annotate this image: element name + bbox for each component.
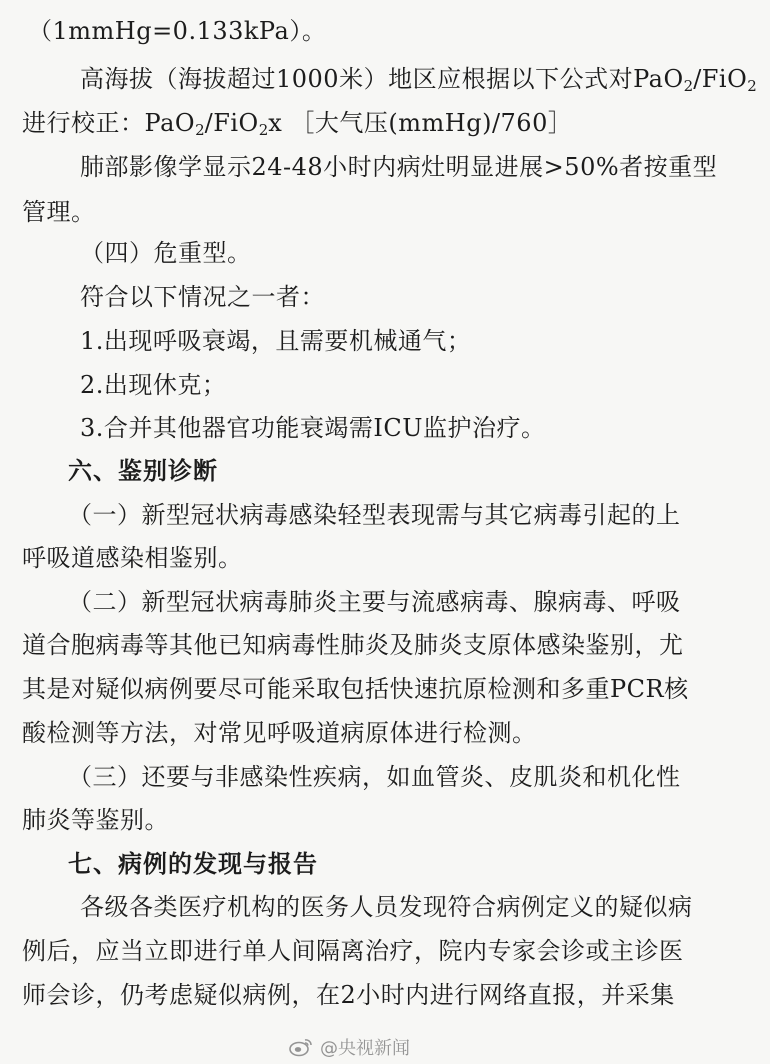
section-heading: 七、病例的发现与报告 [68,850,318,878]
text-line: 呼吸道感染相鉴别。 [22,544,243,572]
watermark [288,1034,410,1060]
text-line: 管理。 [22,198,96,226]
text-line: 其是对疑似病例要尽可能采取包括快速抗原检测和多重PCR核 [22,675,689,703]
text-line: （一）新型冠状病毒感染轻型表现需与其它病毒引起的上 [68,501,681,529]
text-line: 进行校正：PaO$_2$/FiO$_2$x ［大气压(mmHg)/760］ [22,109,573,139]
list-item: 1.出现呼吸衰竭，且需要机械通气； [80,327,472,355]
weibo-icon [288,1037,314,1057]
text-line: （1mmHg=0.133kPa）。 [28,17,327,45]
section-heading: 六、鉴别诊断 [68,457,218,485]
text-line: （二）新型冠状病毒肺炎主要与流感病毒、腺病毒、呼吸 [68,588,681,616]
watermark-text: @央视新闻 [320,1038,410,1059]
text-line: 肺部影像学显示24-48小时内病灶明显进展>50%者按重型 [80,153,718,181]
text-line: 师会诊，仍考虑疑似病例，在2小时内进行网络直报，并采集 [22,981,675,1009]
text-line: （三）还要与非感染性疾病，如血管炎、皮肌炎和机化性 [68,763,681,791]
text-line: 酸检测等方法，对常见呼吸道病原体进行检测。 [22,719,537,747]
subsection-title: （四）危重型。 [80,239,252,267]
text-line: 高海拔（海拔超过1000米）地区应根据以下公式对PaO$_2$/FiO$_2$ [80,65,757,95]
text-line: 肺炎等鉴别。 [22,806,169,834]
text-line: 各级各类医疗机构的医务人员发现符合病例定义的疑似病 [80,893,693,921]
text-line: 例后，应当立即进行单人间隔离治疗，院内专家会诊或主诊医 [22,937,684,965]
text-line: 道合胞病毒等其他已知病毒性肺炎及肺炎支原体感染鉴别，尤 [22,631,684,659]
list-item: 2.出现休克； [80,371,227,399]
text-line: 符合以下情况之一者： [80,283,325,311]
list-item: 3.合并其他器官功能衰竭需ICU监护治疗。 [80,414,546,442]
